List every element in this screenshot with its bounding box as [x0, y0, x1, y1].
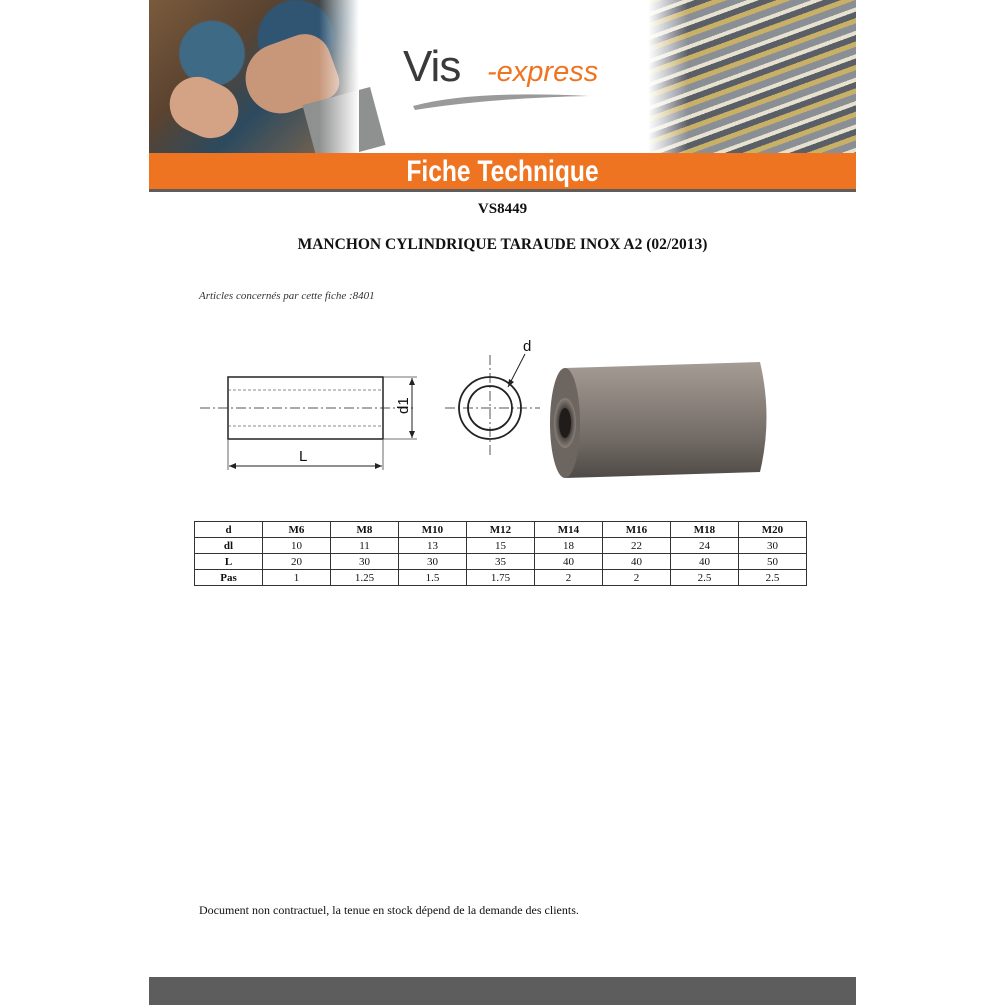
table-cell: 22: [603, 538, 671, 554]
table-cell: 30: [739, 538, 807, 554]
table-cell: 13: [399, 538, 467, 554]
label-L: L: [299, 448, 308, 465]
table-cell: 20: [263, 554, 331, 570]
table-cell: M16: [603, 522, 671, 538]
table-cell: 1.5: [399, 570, 467, 586]
table-cell: 2.5: [671, 570, 739, 586]
logo-express-text: -express: [487, 56, 599, 88]
table-cell: M18: [671, 522, 739, 538]
header-banner: [149, 0, 856, 153]
table-cell: M14: [535, 522, 603, 538]
table-cell: 1.25: [331, 570, 399, 586]
table-cell: M8: [331, 522, 399, 538]
table-cell: M20: [739, 522, 807, 538]
articles-concerned: Articles concernés par cette fiche :8401: [199, 290, 375, 302]
row-label: dl: [195, 538, 263, 554]
table-cell: 2.5: [739, 570, 807, 586]
technical-drawing: [195, 330, 795, 480]
logo-swoosh-icon: [411, 88, 591, 112]
side-view: [200, 377, 417, 470]
product-title: MANCHON CYLINDRIQUE TARAUDE INOX A2 (02/2013): [297, 236, 708, 253]
table-row: [195, 554, 807, 570]
banner-title: Fiche Technique: [406, 155, 599, 188]
table-cell: 1.75: [467, 570, 535, 586]
disclaimer-note: Document non contractuel, la tenue en stock dépend de la demande des clients.: [199, 903, 579, 917]
table-cell: M10: [399, 522, 467, 538]
table-cell: 50: [739, 554, 807, 570]
vis-express-logo: [403, 42, 623, 112]
table-cell: M12: [467, 522, 535, 538]
row-label: L: [195, 554, 263, 570]
table-cell: 35: [467, 554, 535, 570]
toolbox-photo: [149, 0, 359, 153]
table-cell: 10: [263, 538, 331, 554]
table-cell: 2: [603, 570, 671, 586]
table-cell: 30: [331, 554, 399, 570]
product-reference: VS8449: [477, 201, 528, 217]
sleeve-render: [550, 362, 767, 478]
table-cell: 40: [671, 554, 739, 570]
end-view: [445, 338, 540, 458]
table-row: [195, 570, 807, 586]
label-d1: d1: [395, 397, 412, 414]
table-cell: 15: [467, 538, 535, 554]
footer-bar: [149, 977, 856, 1005]
label-d: d: [523, 338, 532, 355]
logo-vis-text: Vis: [403, 42, 461, 91]
table-cell: 30: [399, 554, 467, 570]
row-label: Pas: [195, 570, 263, 586]
table-cell: 40: [603, 554, 671, 570]
table-cell: 24: [671, 538, 739, 554]
table-cell: 40: [535, 554, 603, 570]
dimensions-table: [194, 521, 807, 586]
table-cell: 1: [263, 570, 331, 586]
table-row: [195, 522, 807, 538]
row-label: d: [195, 522, 263, 538]
table-cell: 18: [535, 538, 603, 554]
fiche-technique-bar: [149, 153, 856, 189]
table-row: [195, 538, 807, 554]
header-divider: [149, 189, 856, 192]
table-cell: 11: [331, 538, 399, 554]
screws-photo: [648, 0, 856, 153]
table-cell: 2: [535, 570, 603, 586]
table-cell: M6: [263, 522, 331, 538]
